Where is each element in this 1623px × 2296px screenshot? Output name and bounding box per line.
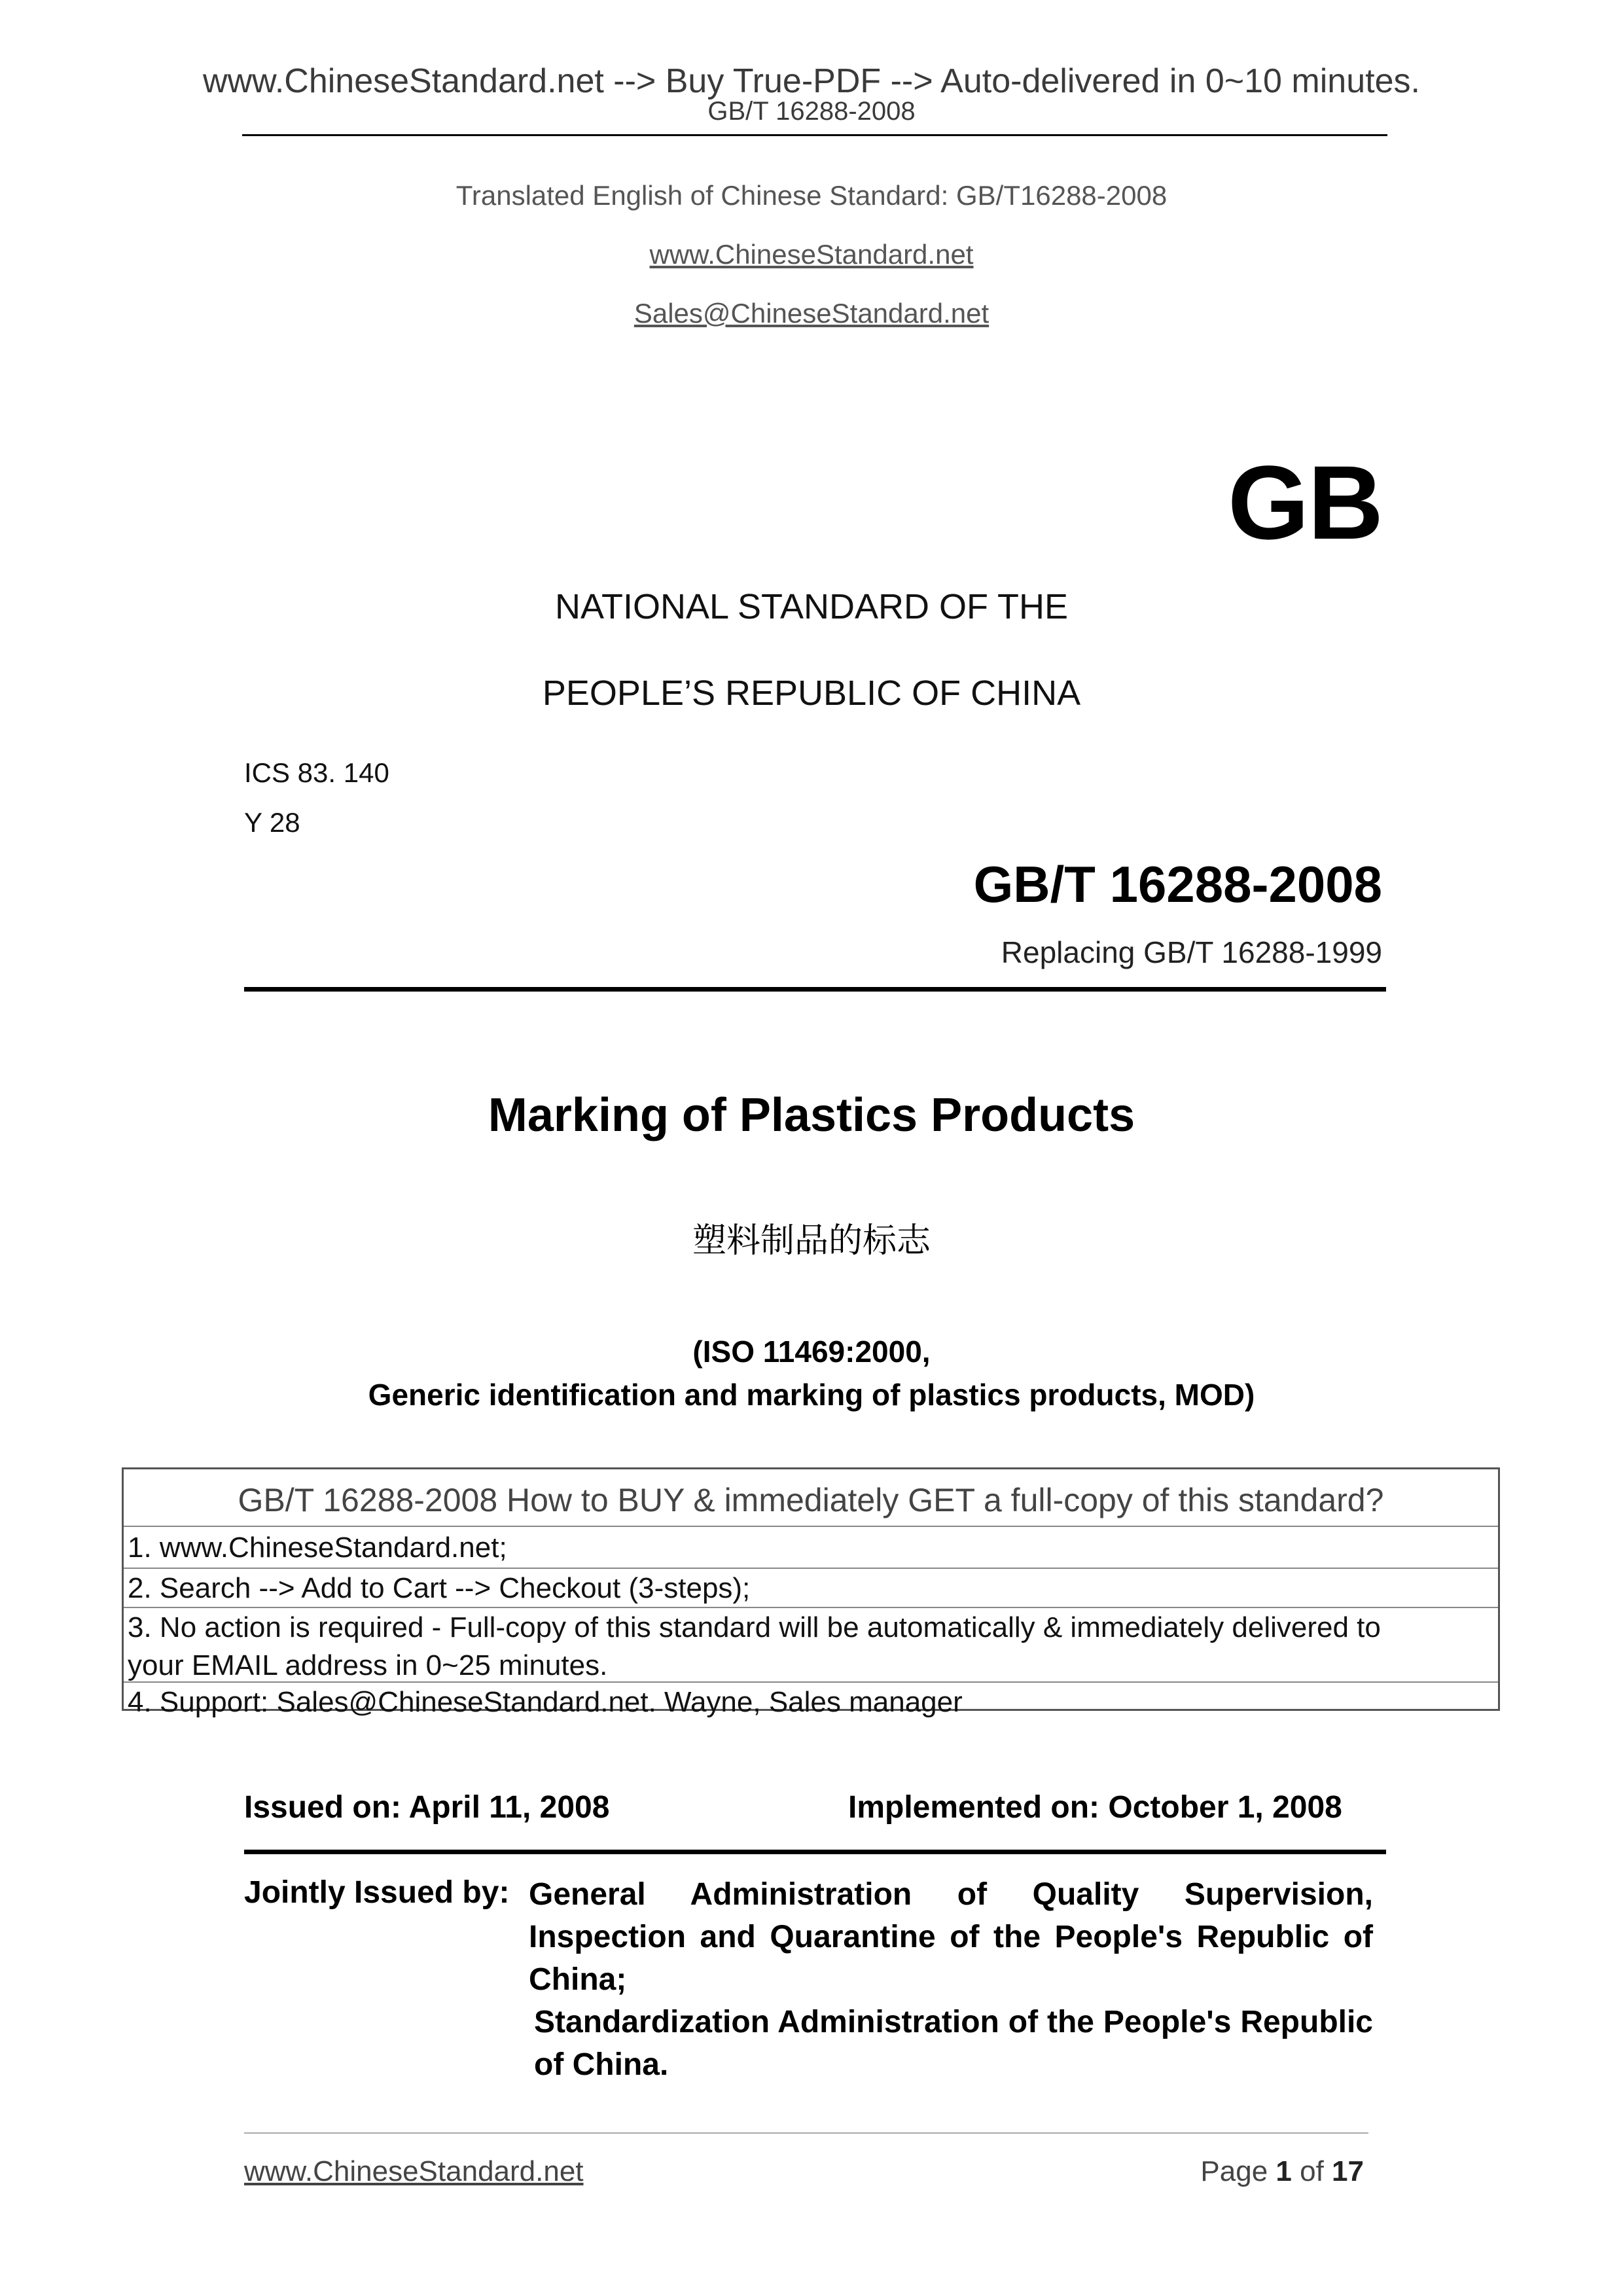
- page-indicator: [1200, 2157, 1364, 2186]
- purchase-box-divider: [124, 1681, 1498, 1683]
- jointly-issued-label: Jointly Issued by:: [244, 1875, 510, 1910]
- purchase-step: 3. No action is required - Full-copy of this standard will be automatically & immediately delivered to: [128, 1611, 1381, 1643]
- footer-rule: [244, 2132, 1368, 2134]
- purchase-step: 2. Search --> Add to Cart --> Checkout (3-steps);: [128, 1572, 751, 1604]
- title-rule: [244, 987, 1386, 992]
- page-total: 17: [1332, 2155, 1364, 2187]
- jointly-issued-by: [529, 1873, 1373, 2086]
- iso-reference-line1: (ISO 11469:2000,: [692, 1335, 931, 1369]
- purchase-box-divider: [124, 1526, 1498, 1527]
- page-current: 1: [1275, 2155, 1292, 2187]
- standard-number: GB/T 16288-2008: [973, 855, 1382, 913]
- purchase-step: 4. Support: Sales@ChineseStandard.net. Wayne, Sales manager: [128, 1686, 963, 1718]
- national-standard-line1: NATIONAL STANDARD OF THE: [554, 587, 1069, 626]
- national-standard-line2: PEOPLE’S REPUBLIC OF CHINA: [542, 673, 1081, 713]
- issuer-aqsiq: General Administration of Quality Supervision, Inspection and Quarantine of the People's Republic of China;: [529, 1877, 1373, 1997]
- document-title: Marking of Plastics Products: [488, 1089, 1135, 1141]
- issuer-sac: Standardization Administration of the People's Republic of China.: [534, 2005, 1373, 2082]
- purchase-step: your EMAIL address in 0~25 minutes.: [128, 1649, 608, 1681]
- purchase-box-divider: [124, 1607, 1498, 1608]
- site-link[interactable]: www.ChineseStandard.net: [649, 239, 974, 270]
- page-prefix: Page: [1200, 2155, 1276, 2187]
- ccs-code: Y 28: [244, 807, 300, 838]
- purchase-banner: www.ChineseStandard.net --> Buy True-PDF --> Auto-delivered in 0~10 minutes.: [203, 62, 1420, 100]
- purchase-step: 1. www.ChineseStandard.net;: [128, 1532, 507, 1564]
- footer-site-link[interactable]: www.ChineseStandard.net: [244, 2155, 584, 2187]
- purchase-box-divider: [124, 1568, 1498, 1569]
- sales-email-link[interactable]: Sales@ChineseStandard.net: [633, 298, 990, 329]
- header-rule: [242, 134, 1387, 136]
- gb-mark: GB: [1228, 444, 1382, 561]
- translated-note: Translated English of Chinese Standard: GB/T16288-2008: [455, 180, 1168, 211]
- iso-reference-line2: Generic identification and marking of plastics products, MOD): [368, 1378, 1255, 1412]
- chinese-title: 塑料制品的标志: [692, 1221, 931, 1261]
- implemented-date: Implemented on: October 1, 2008: [848, 1790, 1342, 1825]
- purchase-box-title: GB/T 16288-2008 How to BUY & immediately GET a full-copy of this standard?: [238, 1482, 1384, 1518]
- page-of: of: [1291, 2155, 1332, 2187]
- running-header: GB/T 16288-2008: [707, 97, 916, 126]
- dates-rule: [244, 1850, 1386, 1854]
- replacing-note: Replacing GB/T 16288-1999: [1001, 935, 1382, 969]
- purchase-box: [122, 1467, 1500, 1718]
- ics-code: ICS 83. 140: [244, 757, 389, 788]
- issued-date: Issued on: April 11, 2008: [244, 1790, 610, 1825]
